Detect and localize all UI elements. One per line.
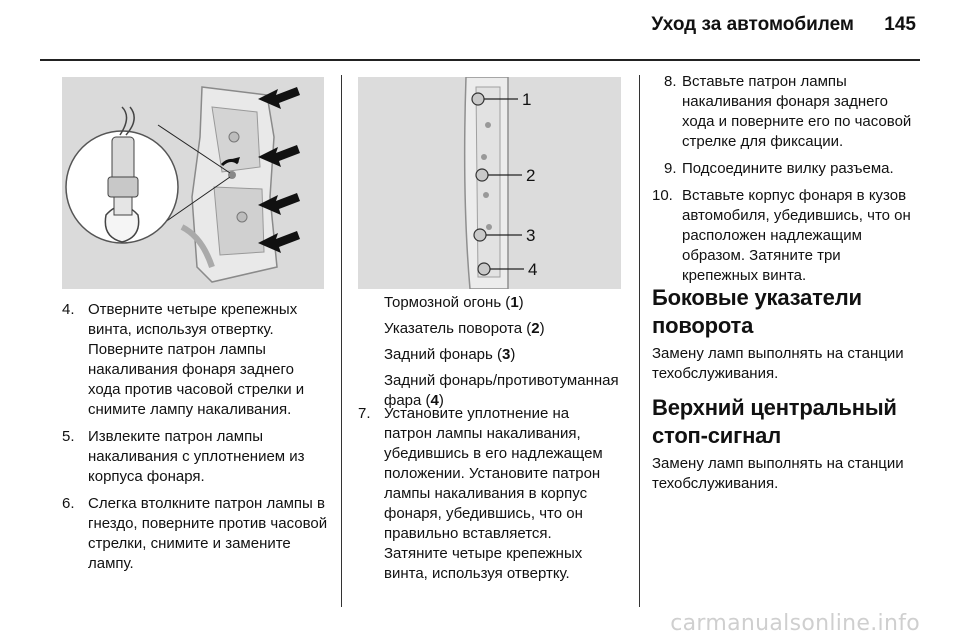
header-rule xyxy=(40,59,920,61)
section-text: Замену ламп выполнять на станции техобслуживания. xyxy=(652,455,904,492)
section-heading: Боковые указатели поворота xyxy=(652,285,862,338)
callout-2: 2 xyxy=(526,166,536,185)
watermark: carmanualsonline.info xyxy=(670,611,920,636)
step-text: Отверните четыре крепежных винта, используя отвертку. Поверните патрон лампы накаливания фонаря заднего хода против часовой стрелки и снимите лампу накаливания. xyxy=(88,301,305,418)
page-number: 145 xyxy=(884,14,916,35)
lamp-removal-figure xyxy=(62,77,324,289)
section-side-indicators xyxy=(652,284,914,384)
callout-4: 4 xyxy=(528,260,538,279)
step-text: Подсоедините вилку разъема. xyxy=(682,160,894,177)
step-6 xyxy=(62,494,330,574)
step-number: 6. xyxy=(62,495,75,512)
page-header xyxy=(0,0,960,62)
middle-steps-list xyxy=(358,404,610,591)
legend-number: 4 xyxy=(430,392,439,409)
bulb-positions-figure xyxy=(358,77,621,289)
legend-label: Задний фонарь/противотуманная фара ( xyxy=(384,372,619,409)
step-8 xyxy=(652,72,920,152)
legend-number: 2 xyxy=(531,320,540,337)
callout-3: 3 xyxy=(526,226,536,245)
step-text: Слегка втолкните патрон лампы в гнездо, поверните против часовой стрелки, снимите и замените лампу. xyxy=(88,495,328,572)
step-number: 4. xyxy=(62,301,75,318)
step-10 xyxy=(652,186,920,286)
legend-label: Тормозной огонь ( xyxy=(384,294,511,311)
step-number: 5. xyxy=(62,428,75,445)
step-number: 9. xyxy=(664,160,677,177)
column-divider-right xyxy=(639,75,640,607)
step-number: 7. xyxy=(358,405,371,422)
step-text: Вставьте патрон лампы накаливания фонаря заднего хода и поверните его по часовой стрелке для фиксации. xyxy=(682,73,912,150)
step-number: 10. xyxy=(652,187,673,204)
legend-item-2 xyxy=(384,319,634,339)
section-heading: Верхний центральный стоп-сигнал xyxy=(652,395,897,448)
lamp-removal-illustration xyxy=(62,77,324,289)
legend-close: ) xyxy=(518,294,524,311)
callout-1: 1 xyxy=(522,90,532,109)
step-text: Установите уплотнение на патрон лампы накаливания, убедившись в его надлежащем положении. Установите патрон лампы накаливания в корпус фонаря, убедившись, что он правильно вставляется. Затяните четыре крепежных винта, используя отвертку. xyxy=(384,405,603,582)
legend-item-1 xyxy=(384,293,634,313)
legend-close: ) xyxy=(510,346,516,363)
legend-close: ) xyxy=(438,392,444,409)
section-text: Замену ламп выполнять на станции техобслуживания. xyxy=(652,345,904,382)
step-9 xyxy=(652,159,920,179)
step-text: Вставьте корпус фонаря в кузов автомобиля, убедившись, что он расположен надлежащим образом. Затяните три крепежных винта. xyxy=(682,187,911,284)
right-steps-list xyxy=(652,72,920,293)
bulb-legend xyxy=(358,293,634,417)
step-number: 8. xyxy=(664,73,677,90)
legend-close: ) xyxy=(539,320,545,337)
step-4 xyxy=(62,300,330,420)
step-5 xyxy=(62,427,330,487)
legend-number: 1 xyxy=(510,294,519,311)
header-title: Уход за автомобилем xyxy=(651,14,854,35)
step-text: Извлеките патрон лампы накаливания с уплотнением из корпуса фонаря. xyxy=(88,428,305,485)
legend-label: Задний фонарь ( xyxy=(384,346,502,363)
legend-label: Указатель поворота ( xyxy=(384,320,532,337)
column-divider-left xyxy=(341,75,342,607)
left-steps-list xyxy=(62,300,330,581)
bulb-positions-illustration xyxy=(358,77,621,289)
step-7 xyxy=(358,404,610,584)
legend-number: 3 xyxy=(502,346,511,363)
section-high-stop-lamp xyxy=(652,394,914,494)
legend-item-3 xyxy=(384,345,634,365)
